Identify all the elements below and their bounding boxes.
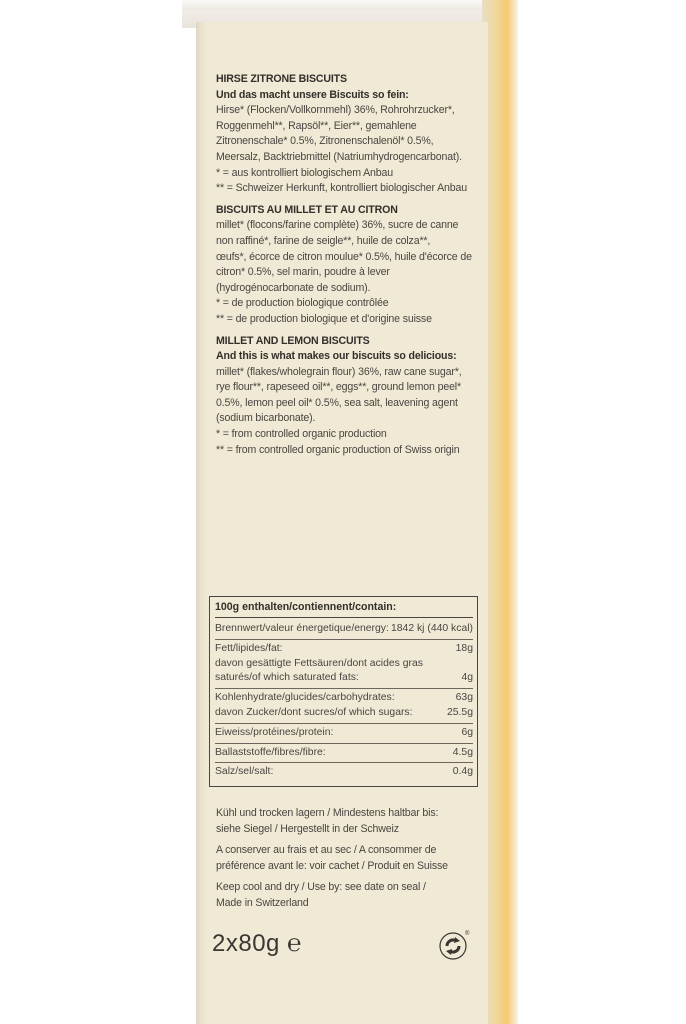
nutrition-label: saturés/of which saturated fats: (215, 672, 359, 684)
net-weight: 2x80g ℮ (212, 930, 302, 957)
footnote-line: ** = de production biologique et d'origine suisse (216, 312, 432, 325)
nutrition-group-salt (215, 763, 473, 782)
heading-de: HIRSE ZITRONE BISCUITS (216, 73, 347, 85)
ingredient-line: non raffiné*, farine de seigle**, huile de colza**, (216, 234, 431, 247)
ingredient-line: (hydrogénocarbonate de sodium). (216, 281, 371, 294)
ingredient-line: Hirse* (Flocken/Vollkornmehl) 36%, Rohrohrzucker*, (216, 104, 455, 117)
nutrition-value: 1842 kj (440 kcal) (390, 623, 473, 634)
nutrition-value: 4.5g (452, 746, 473, 758)
nutrition-group-fibre (215, 744, 473, 764)
nutrition-row (215, 765, 473, 780)
ingredient-line: citron* 0.5%, sel marin, poudre à lever (216, 266, 390, 279)
nutrition-row (215, 706, 473, 721)
storage-line: Kühl und trocken lagern / Mindestens haltbar bis: (216, 807, 439, 819)
ingredient-line: millet* (flocons/farine complète) 36%, sucre de canne (216, 219, 459, 232)
nutrition-row (215, 746, 473, 761)
ingredient-line: (sodium bicarbonate). (216, 412, 316, 425)
nutrition-row (215, 622, 473, 637)
ingredients-section (216, 72, 478, 464)
ingredient-line: rye flour**, rapeseed oil**, eggs**, ground lemon peel* (216, 381, 461, 394)
nutrition-row (215, 726, 473, 741)
nutrition-label: Brennwert/valeur énergetique/energy: (215, 623, 389, 634)
subheading-de: Und das macht unsere Biscuits so fein: (216, 88, 409, 101)
storage-english (216, 880, 478, 911)
ingredients-german (216, 72, 478, 197)
nutrition-label: Eiweiss/protéines/protein: (215, 726, 334, 738)
storage-german (216, 806, 478, 837)
nutrition-group-fat (215, 640, 473, 689)
nutrition-label: Fett/lipides/fat: (215, 642, 283, 654)
subheading-en: And this is what makes our biscuits so delicious: (216, 350, 457, 363)
storage-line: siehe Siegel / Hergestellt in der Schweiz (216, 822, 399, 835)
nutrition-row (215, 657, 473, 672)
nutrition-title: 100g enthalten/contiennent/contain: (215, 600, 473, 618)
storage-info (216, 806, 478, 918)
nutrition-group-protein (215, 724, 473, 744)
footnote-line: * = de production biologique contrôlée (216, 297, 389, 310)
ingredients-french (216, 203, 478, 328)
box-top-edge (182, 0, 512, 10)
ingredient-line: Meersalz, Backtriebmittel (Natriumhydrogencarbonat). (216, 150, 462, 163)
nutrition-value: 4g (461, 672, 473, 684)
footnote-line: * = from controlled organic production (216, 428, 387, 441)
heading-en: MILLET AND LEMON BISCUITS (216, 334, 370, 347)
storage-line: Keep cool and dry / Use by: see date on seal / (216, 881, 426, 894)
ingredient-line: œufs*, écorce de citron moulue* 0.5%, huile d'écorce de (216, 250, 472, 263)
nutrition-label: Kohlenhydrate/glucides/carbohydrates: (215, 692, 395, 704)
ingredient-line: Roggenmehl**, Rapsöl**, Eier**, gemahlene (216, 119, 417, 132)
nutrition-table (209, 596, 478, 787)
footnote-line: ** = Schweizer Herkunft, kontrolliert biologischer Anbau (216, 182, 467, 195)
storage-french (216, 843, 478, 874)
footnote-line: ** = from controlled organic production of Swiss origin (216, 443, 460, 456)
heading-fr: BISCUITS AU MILLET ET AU CITRON (216, 203, 398, 216)
nutrition-label: davon gesättigte Fettsäuren/dont acides gras (215, 657, 423, 669)
nutrition-value: 25.5g (446, 706, 473, 718)
ingredient-line: 0.5%, lemon peel oil* 0.5%, sea salt, leavening agent (216, 396, 458, 409)
registered-mark: ® (465, 931, 470, 937)
storage-line: préférence avant le: voir cachet / Produit en Suisse (216, 859, 448, 872)
storage-line: Made in Switzerland (216, 896, 309, 909)
nutrition-value: 6g (461, 726, 473, 738)
footnote-line: * = aus kontrolliert biologischem Anbau (216, 166, 394, 179)
ingredient-line: Zitronenschale* 0.5%, Zitronenschalenöl* 0.5%, (216, 135, 434, 148)
nutrition-row (215, 671, 473, 686)
nutrition-value: 63g (455, 692, 473, 704)
nutrition-row (215, 642, 473, 657)
nutrition-label: Ballaststoffe/fibres/fibre: (215, 746, 326, 758)
green-dot-recycle-icon (438, 928, 472, 962)
nutrition-label: davon Zucker/dont sucres/of which sugars: (215, 706, 413, 718)
nutrition-group-carbs (215, 689, 473, 724)
nutrition-label: Salz/sel/salt: (215, 766, 274, 778)
nutrition-value: 18g (455, 642, 473, 654)
ingredients-english (216, 334, 478, 459)
nutrition-row (215, 691, 473, 706)
ingredient-line: millet* (flakes/wholegrain flour) 36%, raw cane sugar*, (216, 365, 462, 378)
nutrition-group-energy (215, 620, 473, 640)
storage-line: A conserver au frais et au sec / A consommer de (216, 844, 437, 857)
nutrition-value: 0.4g (452, 766, 473, 778)
